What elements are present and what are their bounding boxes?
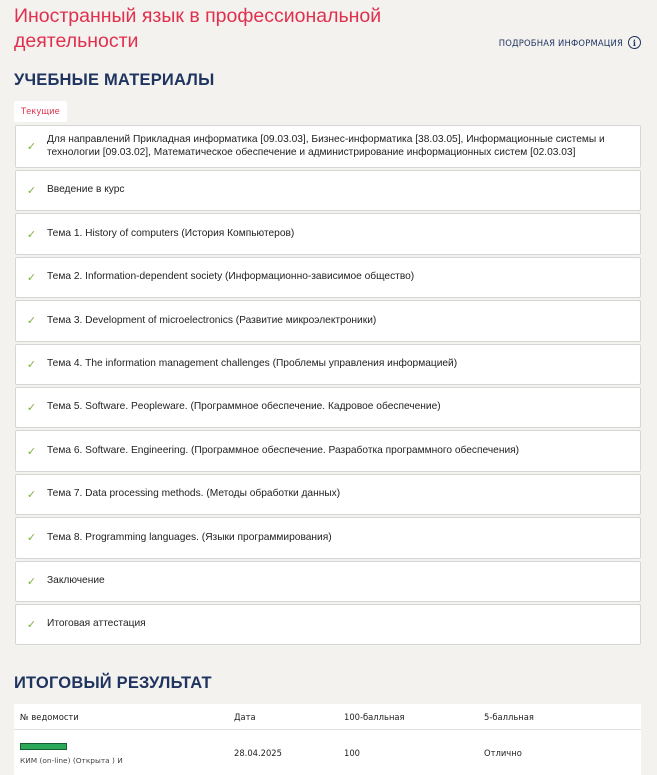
more-info-label: ПОДРОБНАЯ ИНФОРМАЦИЯ xyxy=(498,37,623,48)
check-icon: ✓ xyxy=(26,357,37,371)
check-icon: ✓ xyxy=(26,227,37,241)
doc-name: КИМ (on-line) (Открыта ) И xyxy=(20,756,123,765)
column-header-date: Дата xyxy=(234,711,256,722)
material-label: Тема 2. Information-dependent society (Информационно-зависимое общество) xyxy=(47,271,415,283)
table-header xyxy=(14,704,641,730)
material-item[interactable] xyxy=(15,213,641,254)
column-header-doc: № ведомости xyxy=(20,711,79,722)
material-item[interactable] xyxy=(15,474,641,515)
material-item[interactable] xyxy=(15,387,641,428)
materials-list xyxy=(15,125,641,647)
more-info-link[interactable] xyxy=(499,36,641,49)
check-icon: ✓ xyxy=(26,401,37,415)
material-item[interactable] xyxy=(15,604,641,645)
check-icon: ✓ xyxy=(26,574,37,588)
column-header-score100: 100-балльная xyxy=(344,711,405,722)
material-label: Тема 1. History of computers (История Компьютеров) xyxy=(47,227,295,239)
material-label: Итоговая аттестация xyxy=(47,618,146,630)
check-icon: ✓ xyxy=(26,314,37,328)
score5-cell: Отлично xyxy=(484,748,522,758)
material-label: Заключение xyxy=(47,574,105,586)
material-item[interactable] xyxy=(15,561,641,602)
check-icon: ✓ xyxy=(26,444,37,458)
material-label: Введение в курс xyxy=(47,184,125,196)
material-label: Тема 5. Software. Peopleware. (Программное обеспечение. Кадровое обеспечение) xyxy=(47,401,441,413)
score100-cell: 100 xyxy=(344,748,360,758)
material-item[interactable] xyxy=(15,125,641,168)
check-icon: ✓ xyxy=(26,140,37,153)
date-cell: 28.04.2025 xyxy=(234,748,282,758)
check-icon: ✓ xyxy=(26,531,37,545)
material-item[interactable] xyxy=(15,430,641,471)
doc-cell xyxy=(14,741,234,765)
material-item[interactable] xyxy=(15,257,641,298)
material-item[interactable] xyxy=(15,170,641,211)
column-header-score5: 5-балльная xyxy=(484,711,534,722)
check-icon: ✓ xyxy=(26,487,37,501)
info-circle-icon: i xyxy=(628,36,641,49)
course-title: Иностранный язык в профессиональной деятельности xyxy=(14,5,382,52)
check-icon: ✓ xyxy=(26,618,37,632)
material-label: Тема 6. Software. Engineering. (Программное обеспечение. Разработка программного обеспечения) xyxy=(47,444,520,456)
check-icon: ✓ xyxy=(26,270,37,284)
tab-current[interactable]: Текущие xyxy=(14,101,67,122)
table-row[interactable] xyxy=(14,730,641,775)
result-table xyxy=(14,704,641,775)
material-item[interactable] xyxy=(15,300,641,341)
material-label: Тема 4. The information management challenges (Проблемы управления информацией) xyxy=(47,358,458,369)
material-label: Тема 7. Data processing methods. (Методы обработки данных) xyxy=(47,488,341,500)
material-label: Тема 3. Development of microelectronics (Развитие микроэлектроники) xyxy=(47,314,377,326)
material-label: Тема 8. Programming languages. (Языки программирования) xyxy=(47,531,332,543)
check-icon: ✓ xyxy=(26,184,37,198)
material-item[interactable] xyxy=(15,344,641,385)
materials-section-title: УЧЕБНЫЕ МАТЕРИАЛЫ xyxy=(14,71,215,89)
progress-bar xyxy=(20,743,67,750)
material-item[interactable] xyxy=(15,517,641,558)
material-label: Для направлений Прикладная информатика [09.03.03], Бизнес-информатика [38.03.05], Информационные системы и технологии [09.03.02], Математическое обеспечение и администрирование информационных систем [02.03.03] xyxy=(47,134,605,158)
course-header xyxy=(14,0,641,60)
result-section-title: ИТОГОВЫЙ РЕЗУЛЬТАТ xyxy=(14,674,212,692)
